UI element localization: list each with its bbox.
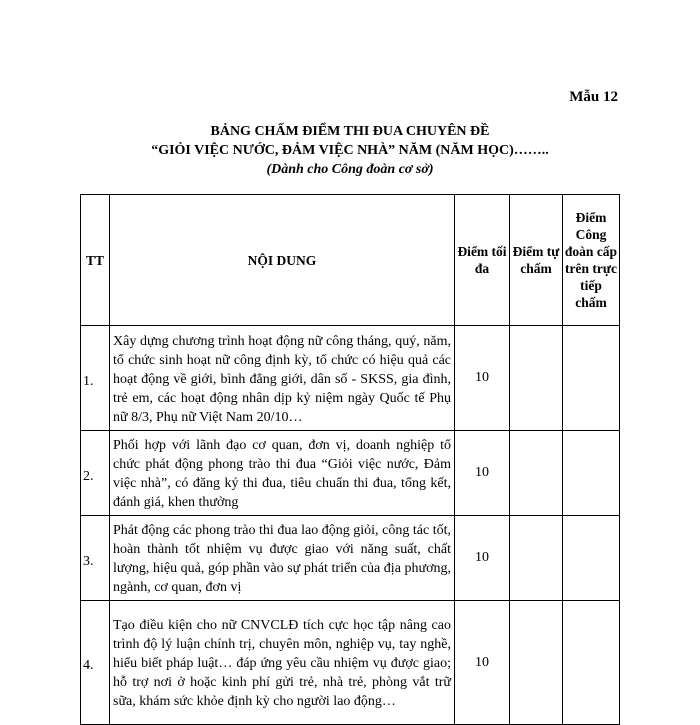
table-row	[81, 326, 620, 431]
row-content: Xây dựng chương trình hoạt động nữ công tháng, quý, năm, tổ chức sinh hoạt nữ công định kỳ, tổ chức có hiệu quả các hoạt động về giới, bình đẳng giới, dân số - SKSS, gia đình, trẻ em, các hoạt động nhân dịp kỷ niệm ngày Quốc tế Phụ nữ 8/3, Phụ nữ Việt Nam 20/10…	[110, 326, 455, 431]
row-content: Tạo điều kiện cho nữ CNVCLĐ tích cực học tập nâng cao trình độ lý luận chính trị, chuyên môn, nghiệp vụ, tay nghề, hiểu biết pháp luật… đáp ứng yêu cầu nhiệm vụ được giao; hỗ trợ nơi ở hoặc kinh phí gửi trẻ, nhà trẻ, phòng vắt trữ sữa, khám sức khỏe định kỳ cho người lao động…	[110, 601, 455, 725]
header-self-score: Điểm tự chấm	[510, 195, 563, 326]
table-header-row	[81, 195, 620, 326]
header-tt: TT	[81, 195, 110, 326]
row-number: 2.	[81, 431, 110, 516]
row-max-score: 10	[455, 601, 510, 725]
row-number: 1.	[81, 326, 110, 431]
header-max-score: Điểm tối đa	[455, 195, 510, 326]
row-upper-score[interactable]	[563, 326, 620, 431]
row-upper-score[interactable]	[563, 601, 620, 725]
row-upper-score[interactable]	[563, 431, 620, 516]
row-max-score: 10	[455, 326, 510, 431]
document-title-line-2: “GIỎI VIỆC NƯỚC, ĐẢM VIỆC NHÀ” NĂM (NĂM HỌC)……..	[151, 143, 549, 158]
row-self-score[interactable]	[510, 516, 563, 601]
score-table	[80, 194, 620, 725]
row-self-score[interactable]	[510, 431, 563, 516]
row-max-score: 10	[455, 516, 510, 601]
row-content: Phát động các phong trào thi đua lao động giỏi, công tác tốt, hoàn thành tốt nhiệm vụ được giao với năng suất, chất lượng, hiệu quả, góp phần vào sự phát triển của địa phương, ngành, cơ quan, đơn vị	[110, 516, 455, 601]
title-block	[0, 122, 700, 179]
header-content: NỘI DUNG	[110, 195, 455, 326]
row-number: 3.	[81, 516, 110, 601]
row-self-score[interactable]	[510, 601, 563, 725]
row-max-score: 10	[455, 431, 510, 516]
document-title-line-1: BẢNG CHẤM ĐIỂM THI ĐUA CHUYÊN ĐỀ	[210, 124, 490, 139]
row-content: Phối hợp với lãnh đạo cơ quan, đơn vị, doanh nghiệp tổ chức phát động phong trào thi đua “Giỏi việc nước, Đảm việc nhà”, có đăng ký thi đua, tiêu chuẩn thi đua, tổng kết, đánh giá, khen thưởng	[110, 431, 455, 516]
row-upper-score[interactable]	[563, 516, 620, 601]
header-upper-score: Điểm Công đoàn cấp trên trực tiếp chấm	[563, 195, 620, 326]
form-code: Mẫu 12	[569, 89, 618, 105]
table-row	[81, 516, 620, 601]
table-row	[81, 431, 620, 516]
row-self-score[interactable]	[510, 326, 563, 431]
document-subtitle: (Dành cho Công đoàn cơ sở)	[266, 162, 434, 177]
row-number: 4.	[81, 601, 110, 725]
table-row	[81, 601, 620, 725]
